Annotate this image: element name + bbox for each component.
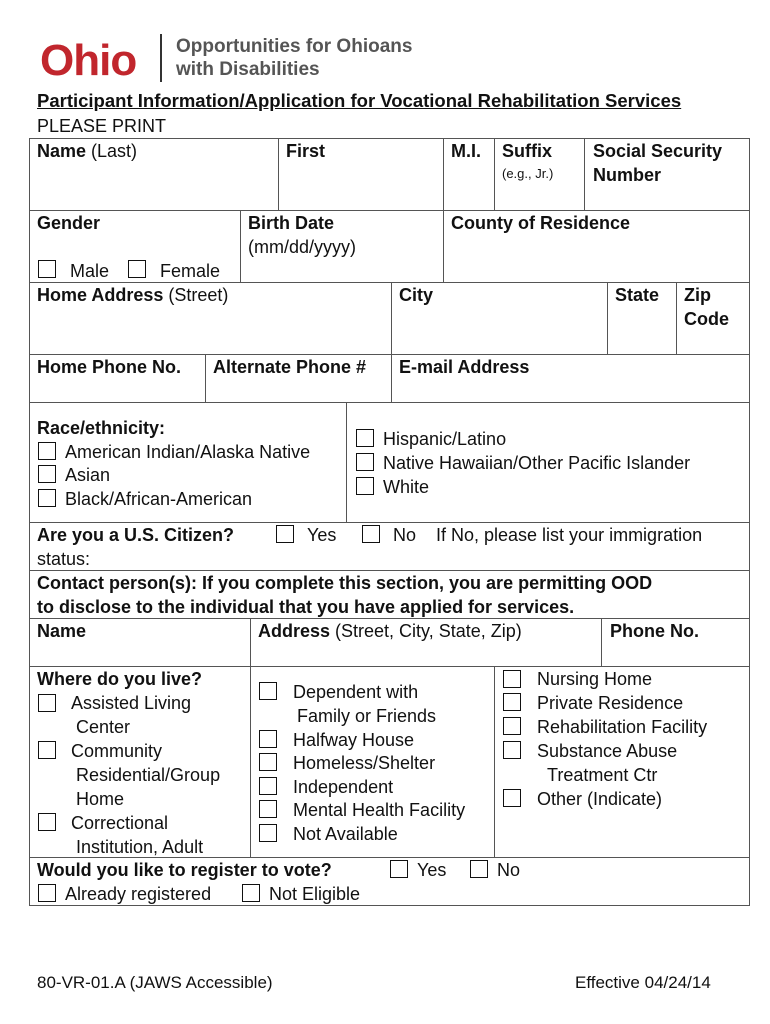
live-option: Community xyxy=(71,741,163,761)
live-checkbox-correctional[interactable] xyxy=(38,813,56,831)
race-option: Hispanic/Latino xyxy=(383,429,507,449)
live-checkbox-dependent[interactable] xyxy=(259,682,277,700)
birth-date-format: (mm/dd/yyyy) xyxy=(248,237,356,257)
female-checkbox[interactable] xyxy=(128,260,146,278)
live-option: Mental Health Facility xyxy=(293,800,466,820)
ssn-field[interactable]: Social Security xyxy=(593,141,723,161)
race-option: White xyxy=(383,477,430,497)
suffix-field[interactable]: Suffix xyxy=(502,141,553,161)
email-field[interactable]: E-mail Address xyxy=(399,357,530,377)
race-checkbox-american-indian[interactable] xyxy=(38,442,56,460)
live-checkbox-halfway[interactable] xyxy=(259,730,277,748)
live-option-cont: Family or Friends xyxy=(297,706,437,726)
race-option: Black/African-American xyxy=(65,489,253,509)
live-option: Assisted Living xyxy=(71,693,192,713)
live-checkbox-not-available[interactable] xyxy=(259,824,277,842)
suffix-hint: (e.g., Jr.) xyxy=(502,166,554,181)
race-option: Native Hawaiian/Other Pacific Islander xyxy=(383,453,691,473)
already-registered-checkbox[interactable] xyxy=(38,884,56,902)
contact-notice-line1: Contact person(s): If you complete this section, you are permitting OOD xyxy=(37,573,653,593)
live-option: Rehabilitation Facility xyxy=(537,717,708,737)
live-option: Nursing Home xyxy=(537,669,653,689)
org-name-line2: with Disabilities xyxy=(176,59,320,80)
live-option: Not Available xyxy=(293,824,398,844)
form-id: 80-VR-01.A (JAWS Accessible) xyxy=(37,973,273,992)
live-option: Private Residence xyxy=(537,693,684,713)
live-checkbox-community[interactable] xyxy=(38,741,56,759)
ssn-label-line2: Number xyxy=(593,165,662,185)
live-checkbox-homeless[interactable] xyxy=(259,753,277,771)
county-field[interactable]: County of Residence xyxy=(451,213,631,233)
logo-divider xyxy=(160,34,162,82)
citizen-yes-label: Yes xyxy=(307,525,337,545)
middle-initial-field[interactable]: M.I. xyxy=(451,141,481,161)
race-option: American Indian/Alaska Native xyxy=(65,442,311,462)
live-question: Where do you live? xyxy=(37,669,203,689)
live-checkbox-nursing-home[interactable] xyxy=(503,670,521,688)
citizen-question: Are you a U.S. Citizen? xyxy=(37,525,235,545)
live-checkbox-other[interactable] xyxy=(503,789,521,807)
vote-yes-checkbox[interactable] xyxy=(390,860,408,878)
live-option: Substance Abuse xyxy=(537,741,678,761)
citizen-no-label: No xyxy=(393,525,417,545)
vote-no-label: No xyxy=(497,860,521,880)
immigration-status-field[interactable]: status: xyxy=(37,549,91,569)
male-label: Male xyxy=(70,261,110,281)
live-checkbox-rehab-facility[interactable] xyxy=(503,717,521,735)
live-option: Homeless/Shelter xyxy=(293,753,436,773)
race-checkbox-hispanic[interactable] xyxy=(356,429,374,447)
vote-no-checkbox[interactable] xyxy=(470,860,488,878)
contact-address-hint: (Street, City, State, Zip) xyxy=(330,621,522,641)
home-address-hint: (Street) xyxy=(163,285,229,305)
already-registered-label: Already registered xyxy=(65,884,212,904)
city-field[interactable]: City xyxy=(399,285,434,305)
first-name-field[interactable]: First xyxy=(286,141,326,161)
live-option-cont: Home xyxy=(76,789,125,809)
race-checkbox-pacific-islander[interactable] xyxy=(356,453,374,471)
ohio-logo: Ohio xyxy=(40,36,137,85)
state-field[interactable]: State xyxy=(615,285,660,305)
male-checkbox[interactable] xyxy=(38,260,56,278)
citizen-yes-checkbox[interactable] xyxy=(276,525,294,543)
last-name-label: Name xyxy=(37,141,87,161)
live-option-cont: Treatment Ctr xyxy=(547,765,658,785)
not-eligible-label: Not Eligible xyxy=(269,884,361,904)
live-option-cont: Institution, Adult xyxy=(76,837,204,857)
live-option-cont: Center xyxy=(76,717,131,737)
live-option: Independent xyxy=(293,777,394,797)
effective-date: Effective 04/24/14 xyxy=(575,973,711,992)
contact-name-field[interactable]: Name xyxy=(37,621,87,641)
last-name-field[interactable] xyxy=(37,140,137,162)
contact-address-label: Address xyxy=(258,621,331,641)
live-checkbox-substance-abuse[interactable] xyxy=(503,741,521,759)
race-option: Asian xyxy=(65,465,111,485)
live-option-cont: Residential/Group xyxy=(76,765,221,785)
live-option: Halfway House xyxy=(293,730,415,750)
race-checkbox-white[interactable] xyxy=(356,477,374,495)
birth-date-field[interactable]: Birth Date xyxy=(248,213,335,233)
race-checkbox-black[interactable] xyxy=(38,489,56,507)
live-option: Dependent with xyxy=(293,682,419,702)
alternate-phone-field[interactable]: Alternate Phone # xyxy=(213,357,367,377)
contact-phone-field[interactable]: Phone No. xyxy=(610,621,699,641)
org-name-line1: Opportunities for Ohioans xyxy=(176,36,413,57)
live-checkbox-independent[interactable] xyxy=(259,777,277,795)
immigration-note: If No, please list your immigration xyxy=(436,525,703,545)
home-address-field[interactable] xyxy=(37,284,228,306)
gender-label: Gender xyxy=(37,213,101,233)
live-checkbox-private-residence[interactable] xyxy=(503,693,521,711)
live-option: Other (Indicate) xyxy=(537,789,663,809)
vote-question: Would you like to register to vote? xyxy=(37,860,332,880)
not-eligible-checkbox[interactable] xyxy=(242,884,260,902)
race-checkbox-asian[interactable] xyxy=(38,465,56,483)
form-title: Participant Information/Application for Vocational Rehabilitation Services xyxy=(37,90,682,111)
home-address-label: Home Address xyxy=(37,285,164,305)
please-print-note: PLEASE PRINT xyxy=(37,116,167,136)
female-label: Female xyxy=(160,261,221,281)
live-checkbox-assisted-living[interactable] xyxy=(38,694,56,712)
zip-label-line2: Code xyxy=(684,309,729,329)
zip-field[interactable]: Zip xyxy=(684,285,711,305)
citizen-no-checkbox[interactable] xyxy=(362,525,380,543)
live-option: Correctional xyxy=(71,813,169,833)
contact-address-field[interactable] xyxy=(258,620,522,642)
contact-notice-line2: to disclose to the individual that you have applied for services. xyxy=(37,597,575,617)
home-phone-field[interactable]: Home Phone No. xyxy=(37,357,182,377)
live-checkbox-mental-health[interactable] xyxy=(259,800,277,818)
vote-yes-label: Yes xyxy=(417,860,447,880)
last-name-hint: (Last) xyxy=(86,141,138,161)
race-label: Race/ethnicity: xyxy=(37,418,166,438)
